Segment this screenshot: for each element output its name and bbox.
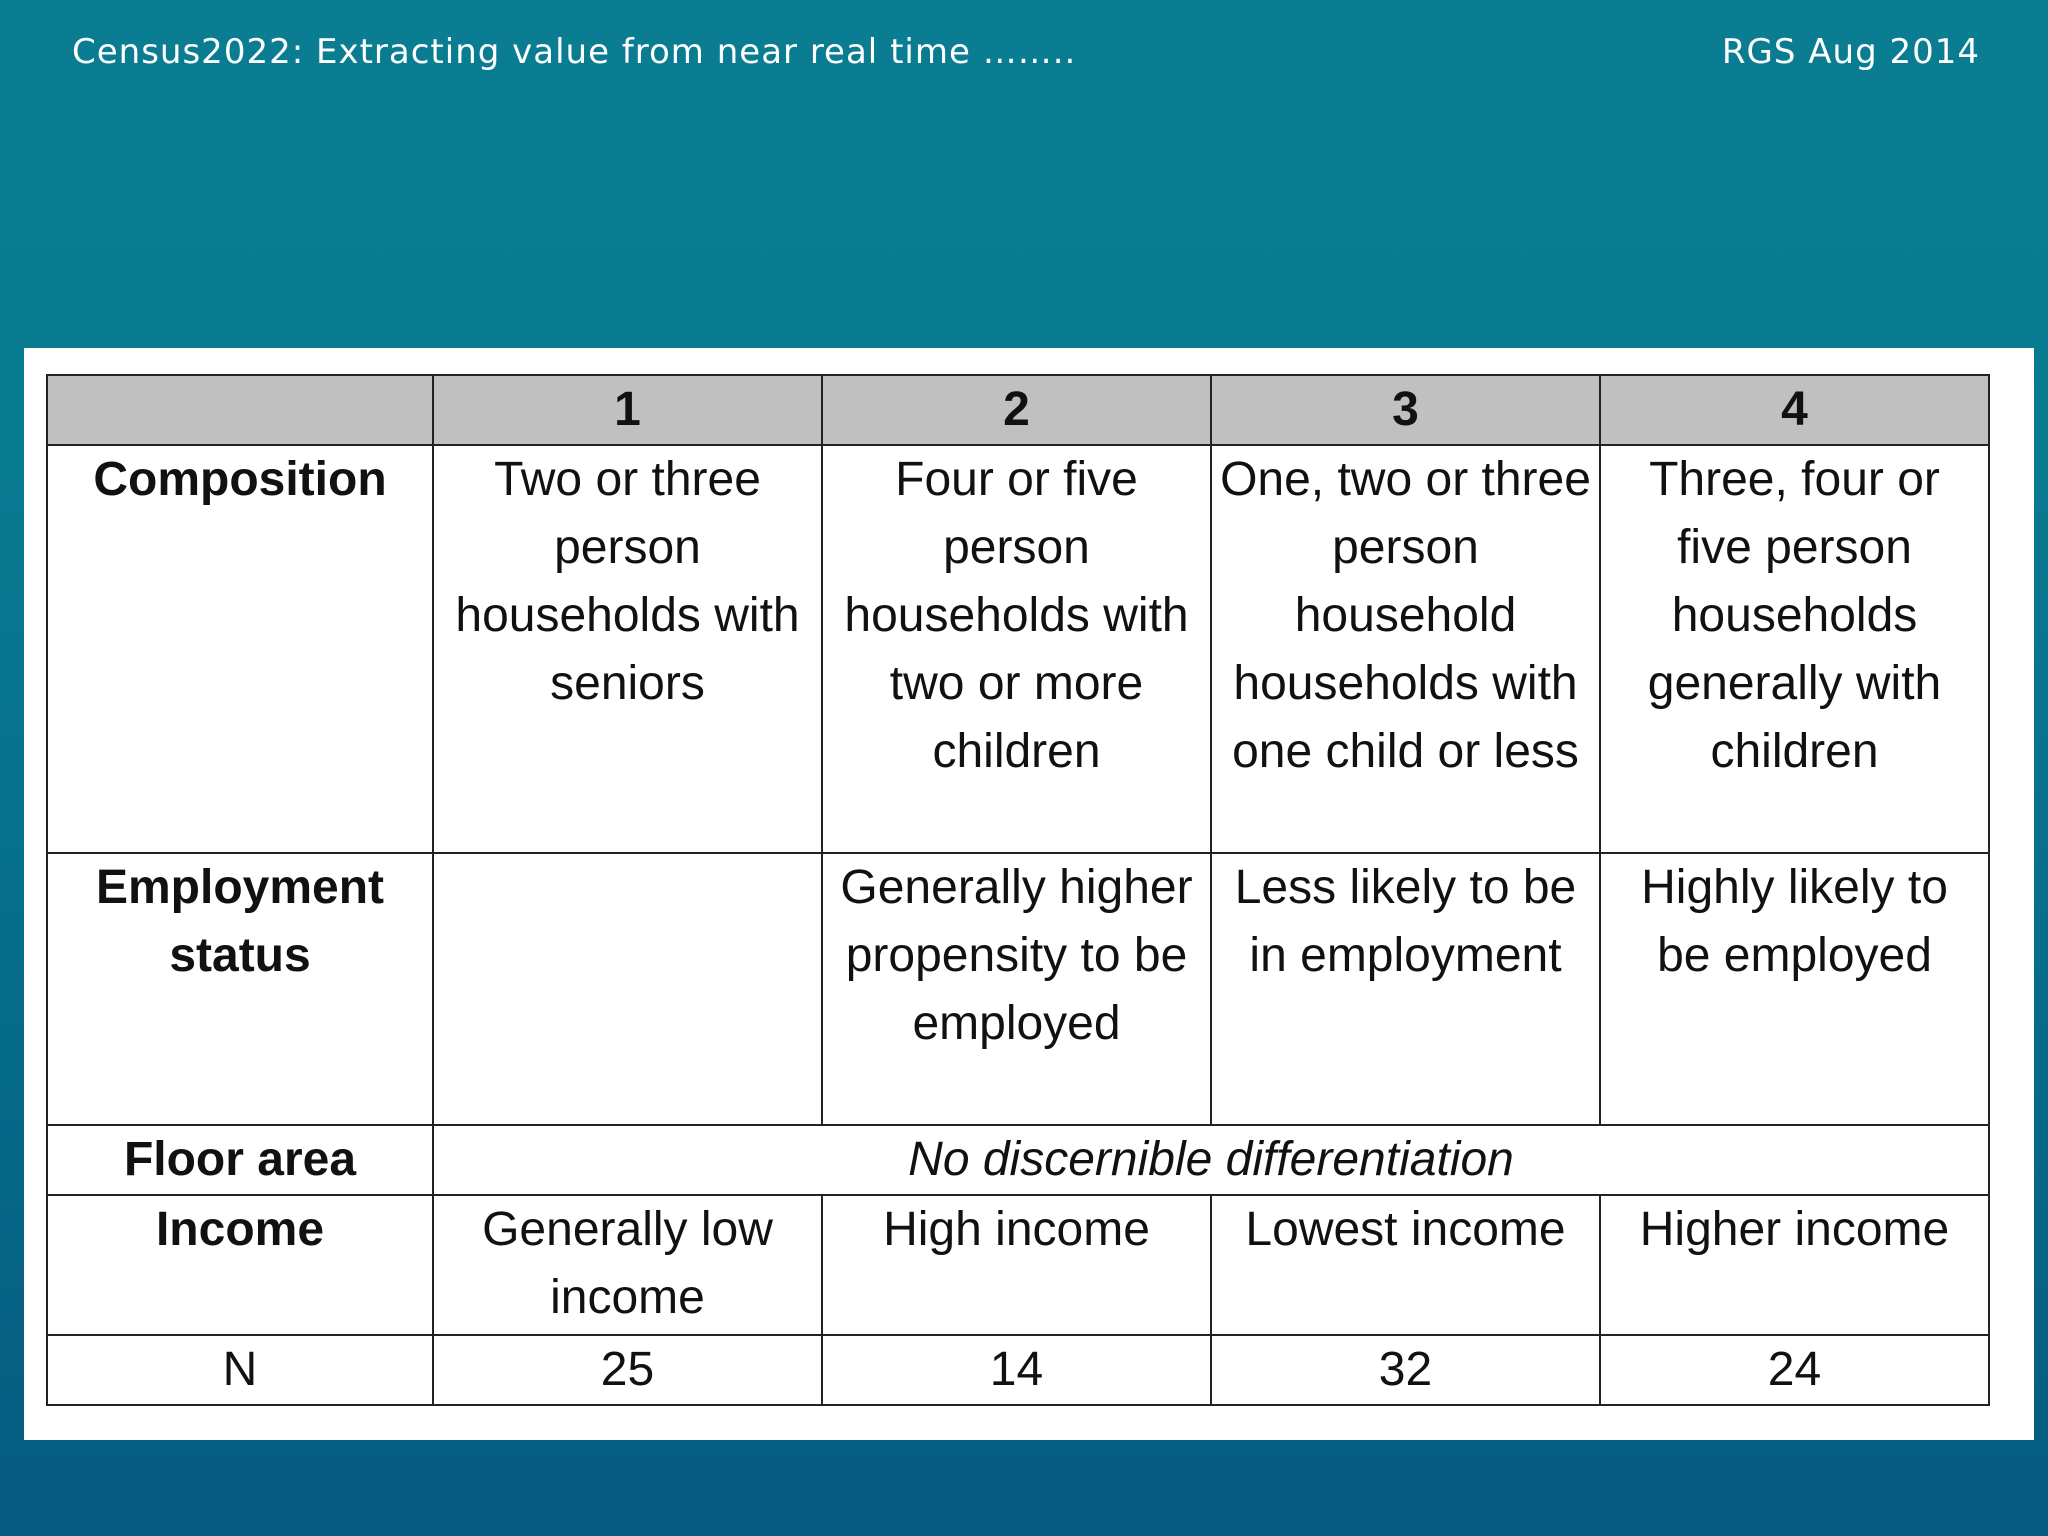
header-cell-empty xyxy=(47,375,433,445)
table-header-row xyxy=(47,375,1989,445)
row-label-composition: Composition xyxy=(47,445,433,853)
n-cell-4: 24 xyxy=(1600,1335,1989,1405)
row-label-income: Income xyxy=(47,1195,433,1335)
table-row-income xyxy=(47,1195,1989,1335)
table-row-floor-area xyxy=(47,1125,1989,1195)
table-panel xyxy=(24,348,2034,1440)
slide-title: Census2022: Extracting value from near real time …….. xyxy=(72,32,1077,72)
income-cell-1: Generally low income xyxy=(433,1195,822,1335)
table-row-n xyxy=(47,1335,1989,1405)
composition-cell-3: One, two or three person household households with one child or less xyxy=(1211,445,1600,853)
header-cell-2: 2 xyxy=(822,375,1211,445)
employment-cell-4: Highly likely to be employed xyxy=(1600,853,1989,1125)
row-label-floor-area: Floor area xyxy=(47,1125,433,1195)
income-cell-3: Lowest income xyxy=(1211,1195,1600,1335)
floor-area-value: No discernible differentiation xyxy=(433,1125,1989,1195)
composition-cell-2: Four or five person households with two or more children xyxy=(822,445,1211,853)
n-cell-1: 25 xyxy=(433,1335,822,1405)
header-cell-1: 1 xyxy=(433,375,822,445)
header-cell-4: 4 xyxy=(1600,375,1989,445)
employment-cell-1 xyxy=(433,853,822,1125)
table-row-employment xyxy=(47,853,1989,1125)
row-label-n: N xyxy=(47,1335,433,1405)
table-row-composition xyxy=(47,445,1989,853)
employment-cell-3: Less likely to be in employment xyxy=(1211,853,1600,1125)
slide-event: RGS Aug 2014 xyxy=(1721,32,1980,72)
composition-cell-4: Three, four or five person households generally with children xyxy=(1600,445,1989,853)
n-cell-2: 14 xyxy=(822,1335,1211,1405)
employment-cell-2: Generally higher propensity to be employed xyxy=(822,853,1211,1125)
n-cell-3: 32 xyxy=(1211,1335,1600,1405)
income-cell-4: Higher income xyxy=(1600,1195,1989,1335)
composition-cell-1: Two or three person households with seniors xyxy=(433,445,822,853)
cluster-table xyxy=(46,374,1990,1406)
row-label-employment: Employment status xyxy=(47,853,433,1125)
header-cell-3: 3 xyxy=(1211,375,1600,445)
income-cell-2: High income xyxy=(822,1195,1211,1335)
